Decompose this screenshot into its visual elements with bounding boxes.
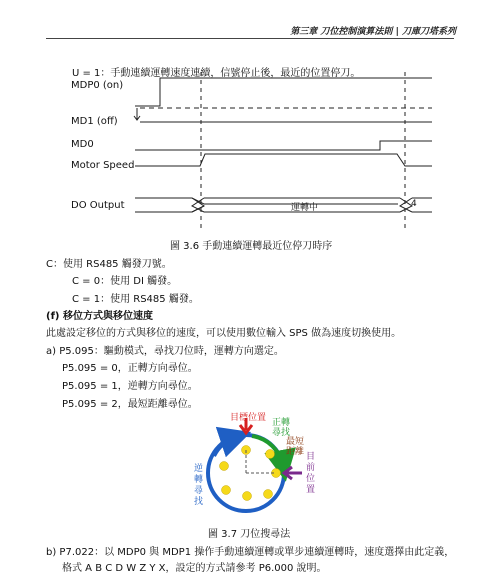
figure-3-6-caption: 圖 3.6 手動連續運轉最近位停刀時序 bbox=[170, 241, 333, 252]
section-f-heading: (f) 移位方式與移位速度 bbox=[46, 311, 153, 322]
signal-label-mdp0: MDP0 (on) bbox=[71, 80, 124, 91]
do-running-label: 運轉中 bbox=[291, 203, 319, 213]
tool-dot bbox=[243, 492, 252, 501]
signal-label-do-output: DO Output bbox=[71, 200, 125, 211]
signal-label-motor-speed: Motor Speed bbox=[71, 160, 135, 171]
current-position-arrow bbox=[284, 467, 302, 479]
signal-label-md0: MD0 bbox=[71, 139, 94, 150]
tool-dot bbox=[220, 462, 229, 471]
item-b-continued: 格式 A B C D W Z Y X，設定的方式請參考 P6.000 說明。 bbox=[62, 563, 327, 574]
tool-dot bbox=[264, 490, 273, 499]
c-heading: C：使用 RS485 觸發刀號。 bbox=[46, 259, 172, 270]
c-option-0: C = 0：使用 DI 觸發。 bbox=[72, 276, 178, 287]
c-option-1: C = 1：使用 RS485 觸發。 bbox=[72, 294, 199, 305]
forward-search-label: 正轉 尋找 bbox=[272, 418, 291, 438]
item-b-heading: b) P7.022：以 MDP0 與 MDP1 操作手動連續運轉或單步連續運轉時，速度選擇由此定義， bbox=[46, 547, 455, 558]
target-position-label: 目標位置 bbox=[230, 413, 267, 423]
item-a-option-1: P5.095 = 1，逆轉方向尋位。 bbox=[62, 381, 198, 392]
tool-dot bbox=[266, 450, 275, 459]
current-position-label: 目 前 位 置 bbox=[306, 452, 316, 495]
timing-intro: U = 1：手動連續運轉速度連續，信號停止後，最近的位置停刀。 bbox=[72, 68, 361, 79]
section-f-body: 此處設定移位的方式與移位的速度，可以使用數位輸入 SPS 做為速度切換使用。 bbox=[46, 328, 402, 339]
shortest-distance-label: 最短 距離 bbox=[286, 437, 305, 457]
chapter-header: 第三章 刀位控制演算法則 | 刀庫刀塔系列 bbox=[290, 27, 456, 37]
do-end-label: 4 bbox=[411, 199, 417, 209]
signal-label-md1: MD1 (off) bbox=[71, 116, 118, 127]
item-a-option-0: P5.095 = 0，正轉方向尋位。 bbox=[62, 363, 198, 374]
reverse-search-label: 逆 轉 尋 找 bbox=[194, 464, 204, 507]
figure-3-7-caption: 圖 3.7 刀位搜尋法 bbox=[208, 529, 291, 540]
item-a-heading: a) P5.095：驅動模式，尋找刀位時，運轉方向選定。 bbox=[46, 346, 284, 357]
item-a-option-2: P5.095 = 2，最短距離尋位。 bbox=[62, 399, 198, 410]
tool-dot bbox=[222, 486, 231, 495]
